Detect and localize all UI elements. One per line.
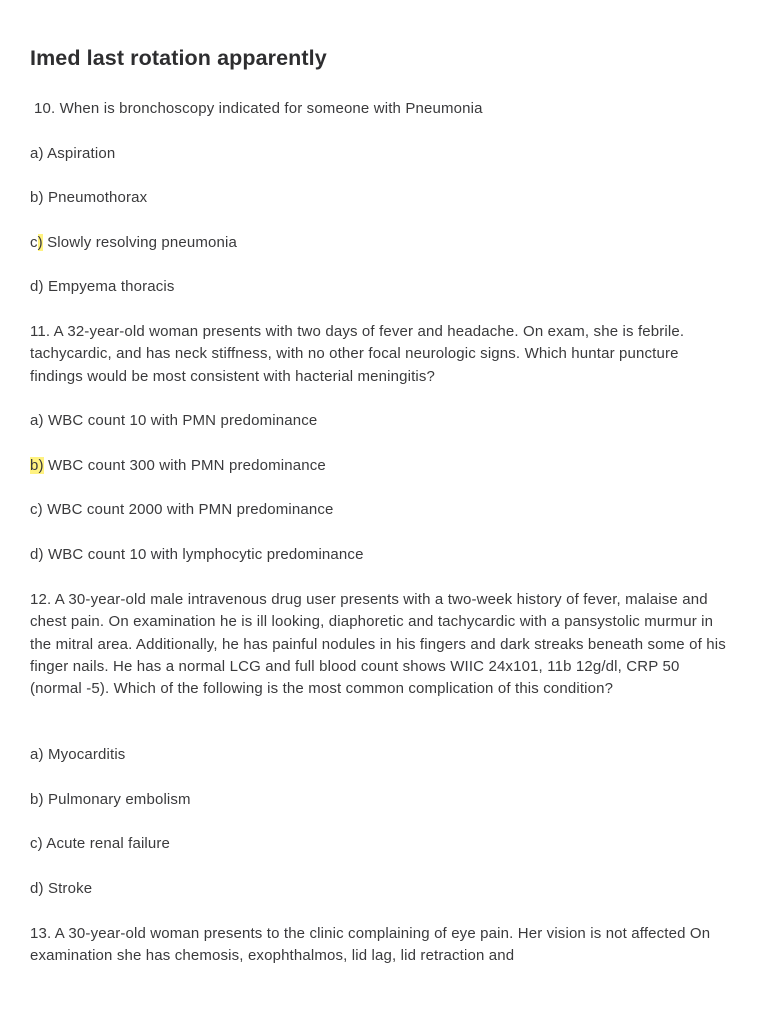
q12-option-a: a) Myocarditis <box>30 746 126 763</box>
q10-option-a: a) Aspiration <box>30 145 116 162</box>
q12-option-c: c) Acute renal failure <box>30 835 171 852</box>
q10-option-c <box>30 232 735 254</box>
question-13-text: 13. A 30-year-old woman presents to the clinic complaining of eye pain. Her vision is not affected On examination she has chemosis, exophthalmos, lid lag, lid retraction and <box>30 925 711 965</box>
question-11-text: 11. A 32-year-old woman presents with two days of fever and headache. On exam, she is febrile. tachycardic, and has neck stiffness, with no other focal neurologic signs. Which huntar puncture findings would be most consistent with hacterial meningitis? <box>30 323 685 385</box>
question-10-text: 10. When is bronchoscopy indicated for someone with Pneumonia <box>34 100 483 117</box>
highlight-mark: b) <box>30 457 44 474</box>
note-title: Imed last rotation apparently <box>30 46 327 70</box>
q11-option-d: d) WBC count 10 with lymphocytic predominance <box>30 546 364 563</box>
question-12-text: 12. A 30-year-old male intravenous drug user presents with a two-week history of fever, malaise and chest pain. On examination he is ill looking, diaphoretic and tachycardic with a pansystolic murmur in the mitral area. Additionally, he has painful nodules in his fingers and dark streaks beneath some of his finger nails. He has a normal LCG and full blood count shows WIIC 24x101, 11b 12g/dl, CRP 50 (normal -5). Which of the following is the most common complication of this condition? <box>30 591 726 698</box>
q10-option-b: b) Pneumothorax <box>30 189 148 206</box>
q10-option-c-prefix: c <box>30 234 38 251</box>
q11-option-b <box>30 455 735 477</box>
highlight-mark: ) <box>37 234 43 251</box>
q11-option-c: c) WBC count 2000 with PMN predominance <box>30 501 334 518</box>
q11-option-b-text: WBC count 300 with PMN predominance <box>43 457 326 474</box>
q12-option-d: d) Stroke <box>30 880 93 897</box>
q11-option-a: a) WBC count 10 with PMN predominance <box>30 412 318 429</box>
q10-option-c-text: Slowly resolving pneumonia <box>42 234 237 251</box>
q10-option-d: d) Empyema thoracis <box>30 278 175 295</box>
q12-option-b: b) Pulmonary embolism <box>30 791 191 808</box>
